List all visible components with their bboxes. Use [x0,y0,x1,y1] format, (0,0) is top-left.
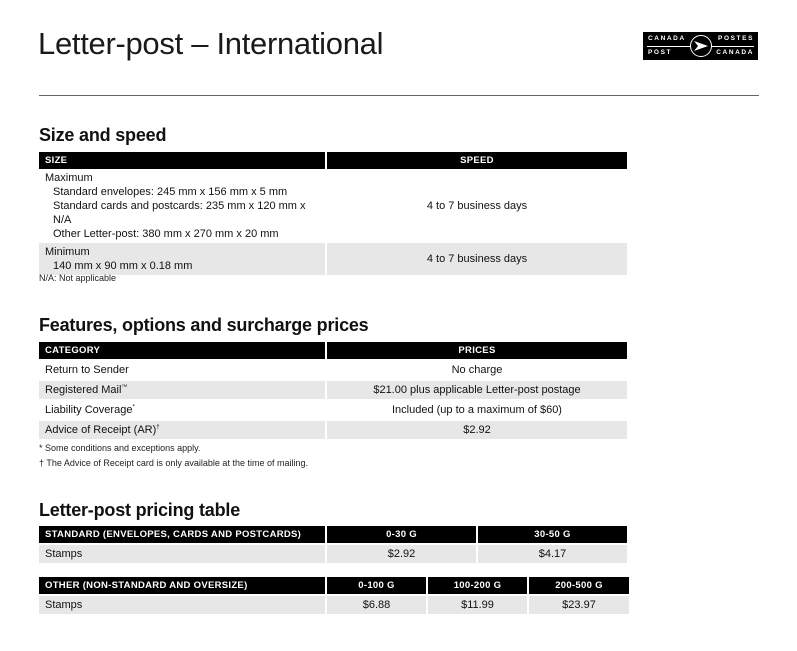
footnote-mark: * [132,404,135,411]
stamps-label: Stamps [39,596,325,614]
logo-text: POSTES [718,35,754,42]
speed-value: 4 to 7 business days [327,243,627,275]
table-row [39,421,627,439]
price: $6.88 [327,596,426,614]
table-row [39,545,627,563]
page-title: Letter-post – International [38,26,384,61]
category: Registered Mail [45,384,122,396]
eagle-icon [688,34,714,58]
col-other: OTHER (NON-STANDARD AND OVERSIZE) [39,577,325,594]
divider [39,95,759,96]
features-heading: Features, options and surcharge prices [39,315,369,335]
table-row [39,171,627,241]
table-row [39,381,627,399]
na-note: N/A: Not applicable [39,273,117,283]
col-weight: 200-500 G [529,577,629,594]
footnote: † The Advice of Receipt card is only available at the time of mailing. [39,458,308,468]
col-size: SIZE [39,152,325,169]
footnote: * Some conditions and exceptions apply. [39,443,201,453]
table-row [39,361,627,379]
col-category: CATEGORY [39,342,325,359]
table-row [39,596,629,614]
features-table [37,340,629,441]
speed-value: 4 to 7 business days [426,200,528,212]
size-detail: 140 mm x 90 mm x 0.18 mm [53,260,193,272]
logo-text: POST [648,49,673,56]
logo-text: CANADA [716,49,754,56]
size-label: Minimum [45,246,90,258]
table-row [39,401,627,419]
category: Return to Sender [45,364,129,376]
trademark: ™ [121,384,128,391]
price: $2.92 [327,421,627,439]
col-weight: 30-50 G [478,526,627,543]
pricing-heading: Letter-post pricing table [39,500,241,520]
price: $4.17 [478,545,627,563]
canada-post-logo [643,32,758,60]
size-speed-heading: Size and speed [39,125,167,145]
col-weight: 0-30 G [327,526,476,543]
standard-pricing-table [37,524,629,565]
price: Included (up to a maximum of $60) [392,404,562,416]
category: Liability Coverage [45,404,133,416]
price: $11.99 [428,596,527,614]
price: $21.00 plus applicable Letter-post postage [327,381,627,399]
col-speed: SPEED [327,152,627,169]
col-prices: PRICES [327,342,627,359]
other-pricing-table [37,575,631,616]
size-label: Maximum [45,172,93,184]
size-detail: Standard envelopes: 245 mm x 156 mm x 5 mm [53,186,288,198]
category: Advice of Receipt (AR) [45,424,157,436]
table-row [39,243,627,275]
col-weight: 0-100 G [327,577,426,594]
price: $2.92 [327,545,476,563]
size-speed-table [37,150,629,277]
col-weight: 100-200 G [428,577,527,594]
col-standard: STANDARD (ENVELOPES, CARDS AND POSTCARDS) [39,526,325,543]
size-detail: Standard cards and postcards: 235 mm x 120 mm x N/A [53,200,306,226]
footnote-mark: † [156,424,160,431]
stamps-label: Stamps [39,545,325,563]
price: $23.97 [529,596,629,614]
price: No charge [451,364,503,376]
logo-text: CANADA [648,35,686,42]
size-detail: Other Letter-post: 380 mm x 270 mm x 20 mm [53,228,279,240]
